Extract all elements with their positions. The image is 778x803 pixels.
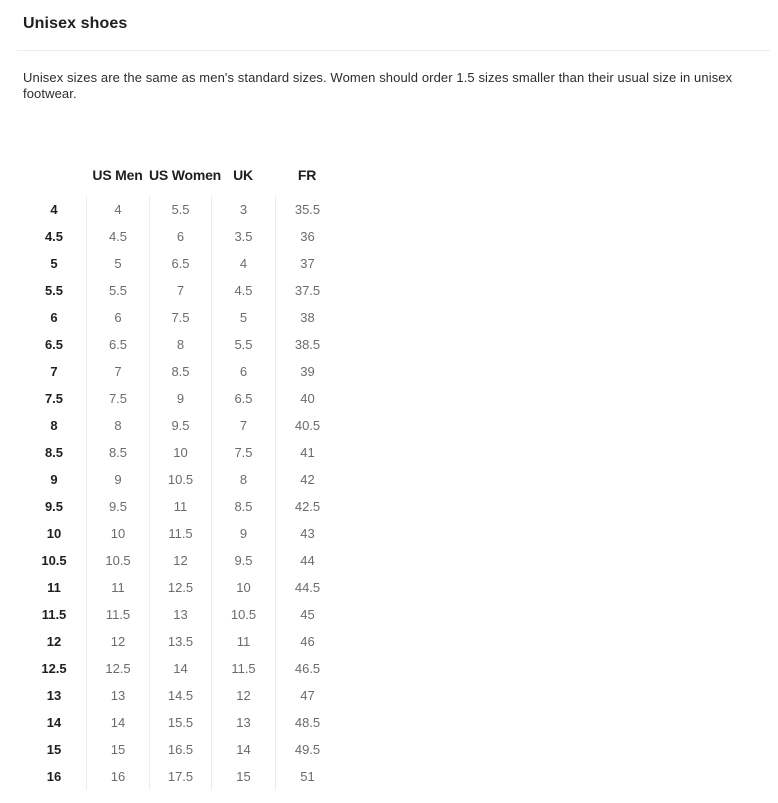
- us-men-value-cell: 16: [86, 763, 149, 790]
- uk-value-cell: 9: [211, 520, 275, 547]
- uk-value-cell: 7.5: [211, 439, 275, 466]
- uk-value-cell: 9.5: [211, 547, 275, 574]
- column-header-us-women: US Women: [149, 167, 222, 183]
- us-women-value-cell: 6.5: [149, 250, 211, 277]
- fr-value-cell: 44: [275, 547, 339, 574]
- us-women-value-cell: 5.5: [149, 196, 211, 223]
- us-men-value-cell: 10.5: [86, 547, 149, 574]
- size-row-label: 4: [50, 202, 58, 217]
- us-men-value-cell: 14: [86, 709, 149, 736]
- fr-value-cell: 49.5: [275, 736, 339, 763]
- fr-value-cell: 43: [275, 520, 339, 547]
- us-men-value-cell: 5.5: [86, 277, 149, 304]
- us-men-value-cell: 8.5: [86, 439, 149, 466]
- us-men-value-cell: 8: [86, 412, 149, 439]
- us-women-value-cell: 15.5: [149, 709, 211, 736]
- uk-value-cell: 6.5: [211, 385, 275, 412]
- fr-value-cell: 46: [275, 628, 339, 655]
- size-row-label: 6: [50, 310, 58, 325]
- uk-value-cell: 10: [211, 574, 275, 601]
- us-women-value-cell: 13: [149, 601, 211, 628]
- fr-value-cell: 37.5: [275, 277, 339, 304]
- size-row-label: 4.5: [44, 229, 64, 244]
- size-row-label: 13: [46, 688, 62, 703]
- us-men-value-cell: 11: [86, 574, 149, 601]
- table-row: [22, 709, 339, 736]
- us-women-value-cell: 10: [149, 439, 211, 466]
- us-men-value-cell: 6: [86, 304, 149, 331]
- us-women-value-cell: 8: [149, 331, 211, 358]
- us-women-value-cell: 14.5: [149, 682, 211, 709]
- fr-value-cell: 42: [275, 466, 339, 493]
- size-row-label: 14: [46, 715, 62, 730]
- fr-value-cell: 39: [275, 358, 339, 385]
- fr-value-cell: 41: [275, 439, 339, 466]
- table-header-row: [22, 165, 339, 185]
- uk-value-cell: 15: [211, 763, 275, 790]
- uk-value-cell: 4: [211, 250, 275, 277]
- us-women-value-cell: 16.5: [149, 736, 211, 763]
- us-men-value-cell: 12.5: [86, 655, 149, 682]
- size-table-body: [22, 196, 339, 790]
- size-row-label: 10: [46, 526, 62, 541]
- fr-value-cell: 46.5: [275, 655, 339, 682]
- uk-value-cell: 14: [211, 736, 275, 763]
- column-header-us-men: US Men: [92, 167, 143, 183]
- size-guide-description: Unisex sizes are the same as men's standard sizes. Women should order 1.5 sizes smaller than their usual size in unisex footwear.: [23, 70, 733, 101]
- size-row-label: 12.5: [41, 661, 67, 676]
- fr-value-cell: 40.5: [275, 412, 339, 439]
- uk-value-cell: 10.5: [211, 601, 275, 628]
- us-women-value-cell: 6: [149, 223, 211, 250]
- fr-value-cell: 48.5: [275, 709, 339, 736]
- uk-value-cell: 11.5: [211, 655, 275, 682]
- size-row-label: 9.5: [44, 499, 64, 514]
- uk-value-cell: 5.5: [211, 331, 275, 358]
- fr-value-cell: 37: [275, 250, 339, 277]
- table-row: [22, 412, 339, 439]
- us-men-value-cell: 4: [86, 196, 149, 223]
- us-men-value-cell: 13: [86, 682, 149, 709]
- fr-value-cell: 40: [275, 385, 339, 412]
- us-women-value-cell: 9.5: [149, 412, 211, 439]
- table-row: [22, 574, 339, 601]
- size-row-label: 6.5: [44, 337, 64, 352]
- us-women-value-cell: 9: [149, 385, 211, 412]
- size-row-label: 16: [46, 769, 62, 784]
- us-men-value-cell: 5: [86, 250, 149, 277]
- size-row-label: 10.5: [41, 553, 67, 568]
- table-row: [22, 601, 339, 628]
- size-row-label: 7.5: [44, 391, 64, 406]
- us-men-value-cell: 6.5: [86, 331, 149, 358]
- uk-value-cell: 3.5: [211, 223, 275, 250]
- table-row: [22, 493, 339, 520]
- size-row-label: 8.5: [44, 445, 64, 460]
- table-row: [22, 439, 339, 466]
- table-row: [22, 331, 339, 358]
- table-row: [22, 736, 339, 763]
- size-row-label: 15: [46, 742, 62, 757]
- fr-value-cell: 42.5: [275, 493, 339, 520]
- table-row: [22, 763, 339, 790]
- size-row-label: 8: [50, 418, 58, 433]
- table-row: [22, 682, 339, 709]
- us-men-value-cell: 7.5: [86, 385, 149, 412]
- fr-value-cell: 51: [275, 763, 339, 790]
- table-row: [22, 250, 339, 277]
- fr-value-cell: 45: [275, 601, 339, 628]
- us-women-value-cell: 17.5: [149, 763, 211, 790]
- us-women-value-cell: 10.5: [149, 466, 211, 493]
- table-row: [22, 655, 339, 682]
- us-men-value-cell: 11.5: [86, 601, 149, 628]
- page-title: Unisex shoes: [23, 15, 128, 32]
- uk-value-cell: 11: [211, 628, 275, 655]
- column-header-uk: UK: [233, 167, 253, 183]
- size-row-label: 12: [46, 634, 62, 649]
- uk-value-cell: 6: [211, 358, 275, 385]
- uk-value-cell: 3: [211, 196, 275, 223]
- fr-value-cell: 47: [275, 682, 339, 709]
- us-men-value-cell: 15: [86, 736, 149, 763]
- us-women-value-cell: 13.5: [149, 628, 211, 655]
- size-row-label: 5: [50, 256, 58, 271]
- uk-value-cell: 8: [211, 466, 275, 493]
- us-men-value-cell: 9: [86, 466, 149, 493]
- fr-value-cell: 36: [275, 223, 339, 250]
- uk-value-cell: 7: [211, 412, 275, 439]
- table-row: [22, 358, 339, 385]
- table-row: [22, 304, 339, 331]
- uk-value-cell: 13: [211, 709, 275, 736]
- us-men-value-cell: 4.5: [86, 223, 149, 250]
- size-row-label: 11: [47, 580, 61, 595]
- uk-value-cell: 12: [211, 682, 275, 709]
- size-conversion-table: [22, 165, 339, 790]
- size-row-label: 5.5: [44, 283, 64, 298]
- fr-value-cell: 38: [275, 304, 339, 331]
- table-row: [22, 466, 339, 493]
- us-women-value-cell: 12.5: [149, 574, 211, 601]
- column-header-fr: FR: [297, 167, 317, 183]
- us-men-value-cell: 9.5: [86, 493, 149, 520]
- table-row: [22, 196, 339, 223]
- table-row: [22, 277, 339, 304]
- fr-value-cell: 35.5: [275, 196, 339, 223]
- table-row: [22, 547, 339, 574]
- table-row: [22, 223, 339, 250]
- table-row: [22, 520, 339, 547]
- us-men-value-cell: 7: [86, 358, 149, 385]
- fr-value-cell: 38.5: [275, 331, 339, 358]
- fr-value-cell: 44.5: [275, 574, 339, 601]
- table-row: [22, 628, 339, 655]
- size-row-label: 11.5: [41, 607, 67, 622]
- us-women-value-cell: 14: [149, 655, 211, 682]
- table-row: [22, 385, 339, 412]
- us-women-value-cell: 11: [149, 493, 211, 520]
- us-men-value-cell: 12: [86, 628, 149, 655]
- uk-value-cell: 8.5: [211, 493, 275, 520]
- uk-value-cell: 5: [211, 304, 275, 331]
- us-women-value-cell: 7: [149, 277, 211, 304]
- size-row-label: 9: [50, 472, 58, 487]
- size-row-label: 7: [50, 364, 58, 379]
- us-women-value-cell: 12: [149, 547, 211, 574]
- title-divider: [17, 50, 770, 51]
- us-women-value-cell: 7.5: [149, 304, 211, 331]
- uk-value-cell: 4.5: [211, 277, 275, 304]
- us-women-value-cell: 11.5: [149, 520, 211, 547]
- us-women-value-cell: 8.5: [149, 358, 211, 385]
- us-men-value-cell: 10: [86, 520, 149, 547]
